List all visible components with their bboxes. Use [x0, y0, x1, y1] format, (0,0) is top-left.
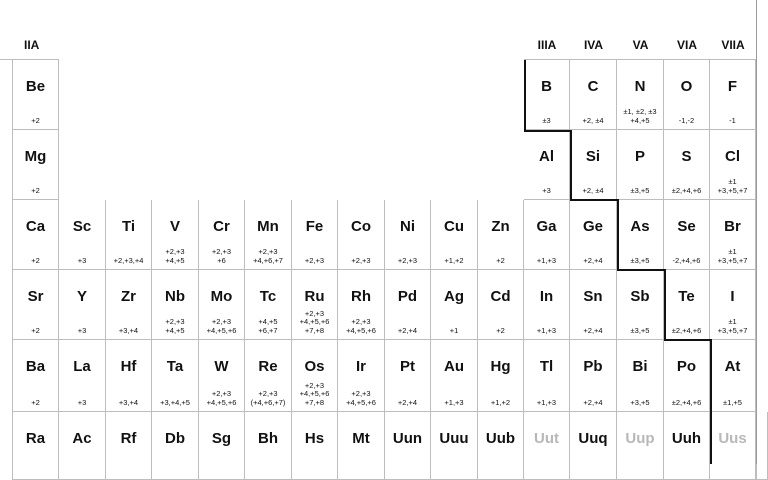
element-symbol: Ir — [355, 358, 366, 375]
oxidation-states: +2 — [31, 397, 40, 407]
element-symbol: Cd — [490, 288, 511, 305]
element-symbol: Sc — [72, 218, 92, 235]
element-symbol: Po — [676, 358, 697, 375]
element-cell — [617, 130, 664, 200]
element-symbol: Hs — [304, 430, 325, 447]
element-symbol: I — [730, 288, 735, 305]
element-cell — [664, 340, 710, 412]
element-cell — [431, 412, 478, 480]
element-symbol: V — [169, 218, 180, 235]
element-symbol: Be — [25, 78, 46, 95]
element-cell — [710, 200, 756, 270]
element-symbol: Uun — [392, 430, 423, 447]
element-symbol: Si — [585, 148, 601, 165]
oxidation-states: +3 — [77, 255, 87, 265]
metal-nonmetal-divider — [617, 199, 619, 271]
element-cell — [664, 60, 710, 130]
element-cell — [152, 200, 199, 270]
element-symbol: Zn — [491, 218, 510, 235]
element-cell — [431, 340, 478, 412]
element-cell — [617, 412, 664, 480]
oxidation-states: +2,+4 — [397, 397, 418, 407]
element-cell — [617, 200, 664, 270]
element-cell — [617, 340, 664, 412]
oxidation-states: +2,+3 +4,+5,+6 — [346, 389, 376, 407]
element-cell — [59, 270, 106, 340]
group-header-via: VIA — [676, 38, 697, 52]
metal-nonmetal-divider — [617, 269, 664, 271]
element-cell — [199, 340, 245, 412]
element-symbol: Os — [304, 358, 325, 375]
element-symbol: Uub — [485, 430, 516, 447]
element-cell — [245, 340, 292, 412]
oxidation-states: +2,+3 +4,+5,+6 +7,+8 — [299, 308, 330, 335]
metal-nonmetal-divider — [524, 60, 526, 131]
element-symbol: In — [539, 288, 554, 305]
element-cell — [152, 412, 199, 480]
element-cell — [710, 130, 756, 200]
element-symbol: Bi — [632, 358, 648, 375]
element-cell — [478, 412, 524, 480]
oxidation-states: +1,+3 — [536, 325, 557, 335]
oxidation-states: +2 — [31, 185, 40, 195]
element-symbol: Mo — [210, 288, 233, 305]
element-cell — [570, 412, 617, 480]
oxidation-states: +2 — [31, 255, 40, 265]
oxidation-states: +3 — [77, 397, 87, 407]
element-symbol: Ti — [121, 218, 136, 235]
oxidation-states: +2,+3 +4,+5,+6 — [346, 317, 376, 335]
element-cell — [245, 270, 292, 340]
element-cell — [524, 60, 570, 130]
oxidation-states: +4,+5 +6,+7 — [258, 317, 278, 335]
element-cell — [710, 340, 756, 412]
element-cell — [106, 270, 152, 340]
oxidation-states: +2,+4 — [397, 325, 418, 335]
group-header-iia: IIA — [24, 38, 40, 52]
element-cell — [478, 340, 524, 412]
oxidation-states: +3,+5 — [630, 397, 650, 407]
oxidation-states: +2,+3 — [304, 255, 325, 265]
element-symbol: W — [214, 358, 229, 375]
element-cell — [710, 412, 756, 480]
element-cell — [431, 200, 478, 270]
element-cell — [570, 130, 617, 200]
element-cell — [338, 412, 385, 480]
element-symbol: Ge — [582, 218, 603, 235]
element-symbol: O — [680, 78, 693, 95]
partial-cell-edge — [756, 412, 768, 480]
oxidation-states: +2, ±4 — [582, 115, 604, 125]
oxidation-states: +2,+3 +4,+5,+6 — [206, 317, 237, 335]
element-cell — [478, 270, 524, 340]
element-cell — [570, 60, 617, 130]
oxidation-states: ±2,+4,+6 — [671, 325, 702, 335]
element-symbol: Mn — [257, 218, 279, 235]
oxidation-states: -1,-2 — [678, 115, 695, 125]
element-cell — [292, 412, 338, 480]
element-symbol: Ca — [25, 218, 46, 235]
element-cell — [431, 270, 478, 340]
oxidation-states: -2,+4,+6 — [672, 255, 701, 265]
element-symbol: F — [727, 78, 738, 95]
element-symbol: Bh — [258, 430, 278, 447]
group-header-iiia: IIIA — [537, 38, 557, 52]
element-cell — [59, 412, 106, 480]
element-symbol: La — [73, 358, 91, 375]
element-symbol: Pt — [400, 358, 415, 375]
oxidation-states: -1 — [729, 115, 736, 125]
oxidation-states: ±3 — [542, 115, 551, 125]
element-symbol: Hf — [120, 358, 137, 375]
oxidation-states: +2,+3 +4,+5 — [165, 247, 185, 265]
oxidation-states: ±3,+5 — [630, 255, 650, 265]
element-cell — [664, 130, 710, 200]
element-cell — [664, 200, 710, 270]
element-symbol: Mt — [352, 430, 370, 447]
oxidation-states: +3,+4,+5 — [160, 397, 190, 407]
element-cell — [385, 412, 431, 480]
oxidation-states: ±1,+5 — [723, 397, 742, 407]
oxidation-states: +2 — [31, 325, 40, 335]
oxidation-states: +2 — [31, 115, 40, 125]
element-cell — [524, 270, 570, 340]
element-symbol: Tl — [539, 358, 554, 375]
oxidation-states: ±2,+4,+6 — [671, 397, 702, 407]
oxidation-states: +2,+3 +6 — [211, 247, 232, 265]
element-symbol: At — [724, 358, 741, 375]
element-symbol: As — [630, 218, 650, 235]
oxidation-states: +2, ±4 — [582, 185, 604, 195]
element-cell — [59, 200, 106, 270]
element-symbol: Rh — [351, 288, 371, 305]
element-cell — [292, 270, 338, 340]
element-cell — [12, 340, 59, 412]
element-cell — [664, 270, 710, 340]
element-symbol: B — [541, 78, 552, 95]
oxidation-states: +2,+3 +4,+5 — [165, 317, 185, 335]
element-cell — [570, 270, 617, 340]
oxidation-states: +1,+3 — [536, 397, 557, 407]
element-cell — [106, 340, 152, 412]
oxidation-states: +2,+3 — [351, 255, 371, 265]
element-cell — [199, 412, 245, 480]
element-cell — [338, 270, 385, 340]
element-cell — [524, 412, 570, 480]
element-symbol: Ag — [444, 288, 464, 305]
oxidation-states: +2,+3 — [397, 255, 418, 265]
element-cell — [570, 340, 617, 412]
element-symbol: Y — [76, 288, 87, 305]
element-symbol: Rf — [120, 430, 137, 447]
element-cell — [152, 270, 199, 340]
element-symbol: Tc — [259, 288, 277, 305]
oxidation-states: ±3,+5 — [630, 325, 650, 335]
element-symbol: Uuq — [578, 430, 608, 447]
element-symbol: Ru — [304, 288, 325, 305]
metal-nonmetal-divider — [664, 269, 666, 341]
element-symbol: Pd — [397, 288, 418, 305]
oxidation-states: ±1 +3,+5,+7 — [717, 247, 748, 265]
oxidation-states: +1,+2 — [444, 255, 464, 265]
group-header-viia: VIIA — [721, 38, 745, 52]
element-symbol: Cu — [444, 218, 464, 235]
element-symbol: Sn — [583, 288, 603, 305]
element-cell — [199, 200, 245, 270]
element-symbol: Zr — [121, 288, 136, 305]
element-cell — [12, 270, 59, 340]
element-symbol: P — [634, 148, 645, 165]
oxidation-states: +2,+3 +4,+5,+6 — [206, 389, 237, 407]
oxidation-states: +2 — [496, 325, 505, 335]
element-cell — [59, 340, 106, 412]
metal-nonmetal-divider — [524, 130, 571, 132]
element-symbol: Cl — [725, 148, 740, 165]
element-cell — [710, 60, 756, 130]
metal-nonmetal-divider — [710, 339, 712, 464]
element-symbol: Sg — [211, 430, 232, 447]
oxidation-states: +2 — [496, 255, 505, 265]
element-cell — [385, 270, 431, 340]
element-symbol: Br — [724, 218, 741, 235]
element-cell — [199, 270, 245, 340]
element-symbol: Te — [678, 288, 695, 305]
element-symbol: Sb — [630, 288, 650, 305]
element-cell — [664, 412, 710, 480]
element-cell — [617, 60, 664, 130]
element-symbol: Uus — [718, 430, 747, 447]
element-symbol: Uup — [625, 430, 655, 447]
oxidation-states: ±3,+5 — [630, 185, 650, 195]
element-symbol: S — [681, 148, 692, 165]
element-symbol: Uuh — [671, 430, 702, 447]
element-cell — [12, 130, 59, 200]
group-header-iva: IVA — [583, 38, 604, 52]
group-header-va: VA — [632, 38, 649, 52]
element-cell — [524, 200, 570, 270]
element-symbol: Ra — [25, 430, 46, 447]
oxidation-states: +2,+3 +4,+6,+7 — [253, 247, 283, 265]
oxidation-states: +3 — [77, 325, 87, 335]
oxidation-states: ±1 +3,+5,+7 — [717, 317, 748, 335]
element-cell — [245, 412, 292, 480]
element-cell — [338, 340, 385, 412]
oxidation-states: +3 — [542, 185, 551, 195]
element-cell — [292, 340, 338, 412]
element-symbol: Fe — [305, 218, 324, 235]
element-cell — [570, 200, 617, 270]
element-symbol: Pb — [583, 358, 603, 375]
right-rule — [756, 0, 757, 464]
element-symbol: Db — [165, 430, 185, 447]
element-symbol: Sr — [27, 288, 44, 305]
element-symbol: Ac — [72, 430, 92, 447]
element-symbol: Hg — [490, 358, 511, 375]
oxidation-states: +2,+4 — [583, 255, 603, 265]
element-symbol: Uut — [534, 430, 559, 447]
oxidation-states: +2,+4 — [583, 397, 603, 407]
element-cell — [106, 412, 152, 480]
element-cell — [385, 200, 431, 270]
element-cell — [524, 340, 570, 412]
element-symbol: Al — [539, 148, 554, 165]
oxidation-states: +1,+3 — [536, 255, 557, 265]
element-symbol: Co — [351, 218, 371, 235]
metal-nonmetal-divider — [570, 130, 572, 201]
oxidation-states: +2,+3 +4,+5,+6 +7,+8 — [299, 380, 330, 407]
oxidation-states: +1,+3 — [444, 397, 464, 407]
element-cell — [245, 200, 292, 270]
element-cell — [292, 200, 338, 270]
oxidation-states: ±2,+4,+6 — [671, 185, 702, 195]
element-cell — [617, 270, 664, 340]
element-symbol: Ni — [400, 218, 415, 235]
element-symbol: Cr — [213, 218, 230, 235]
element-symbol: Ta — [166, 358, 184, 375]
element-symbol: Re — [258, 358, 278, 375]
element-symbol: Mg — [24, 148, 47, 165]
element-symbol: Nb — [165, 288, 185, 305]
element-symbol: Ga — [536, 218, 557, 235]
element-symbol: Ba — [25, 358, 46, 375]
element-cell — [12, 200, 59, 270]
oxidation-states: +2,+4 — [583, 325, 603, 335]
element-symbol: N — [634, 78, 646, 95]
element-cell — [478, 200, 524, 270]
oxidation-states: +2,+3 (+4,+6,+7) — [250, 389, 286, 407]
oxidation-states: ±1, ±2, ±3 +4,+5 — [623, 107, 657, 125]
metal-nonmetal-divider — [570, 199, 618, 201]
element-symbol: Au — [444, 358, 464, 375]
element-cell — [12, 412, 59, 480]
oxidation-states: +3,+4 — [118, 325, 139, 335]
element-symbol: Se — [677, 218, 696, 235]
metal-nonmetal-divider — [664, 339, 711, 341]
element-cell — [152, 340, 199, 412]
oxidation-states: +1 — [449, 325, 459, 335]
element-cell — [338, 200, 385, 270]
element-cell — [524, 130, 570, 200]
element-cell — [106, 200, 152, 270]
oxidation-states: ±1 +3,+5,+7 — [717, 177, 748, 195]
element-cell — [385, 340, 431, 412]
element-symbol: Uuu — [439, 430, 469, 447]
element-symbol: C — [587, 78, 599, 95]
oxidation-states: +2,+3,+4 — [113, 255, 144, 265]
oxidation-states: +3,+4 — [118, 397, 139, 407]
element-cell — [12, 60, 59, 130]
element-cell — [710, 270, 756, 340]
oxidation-states: +1,+2 — [490, 397, 511, 407]
